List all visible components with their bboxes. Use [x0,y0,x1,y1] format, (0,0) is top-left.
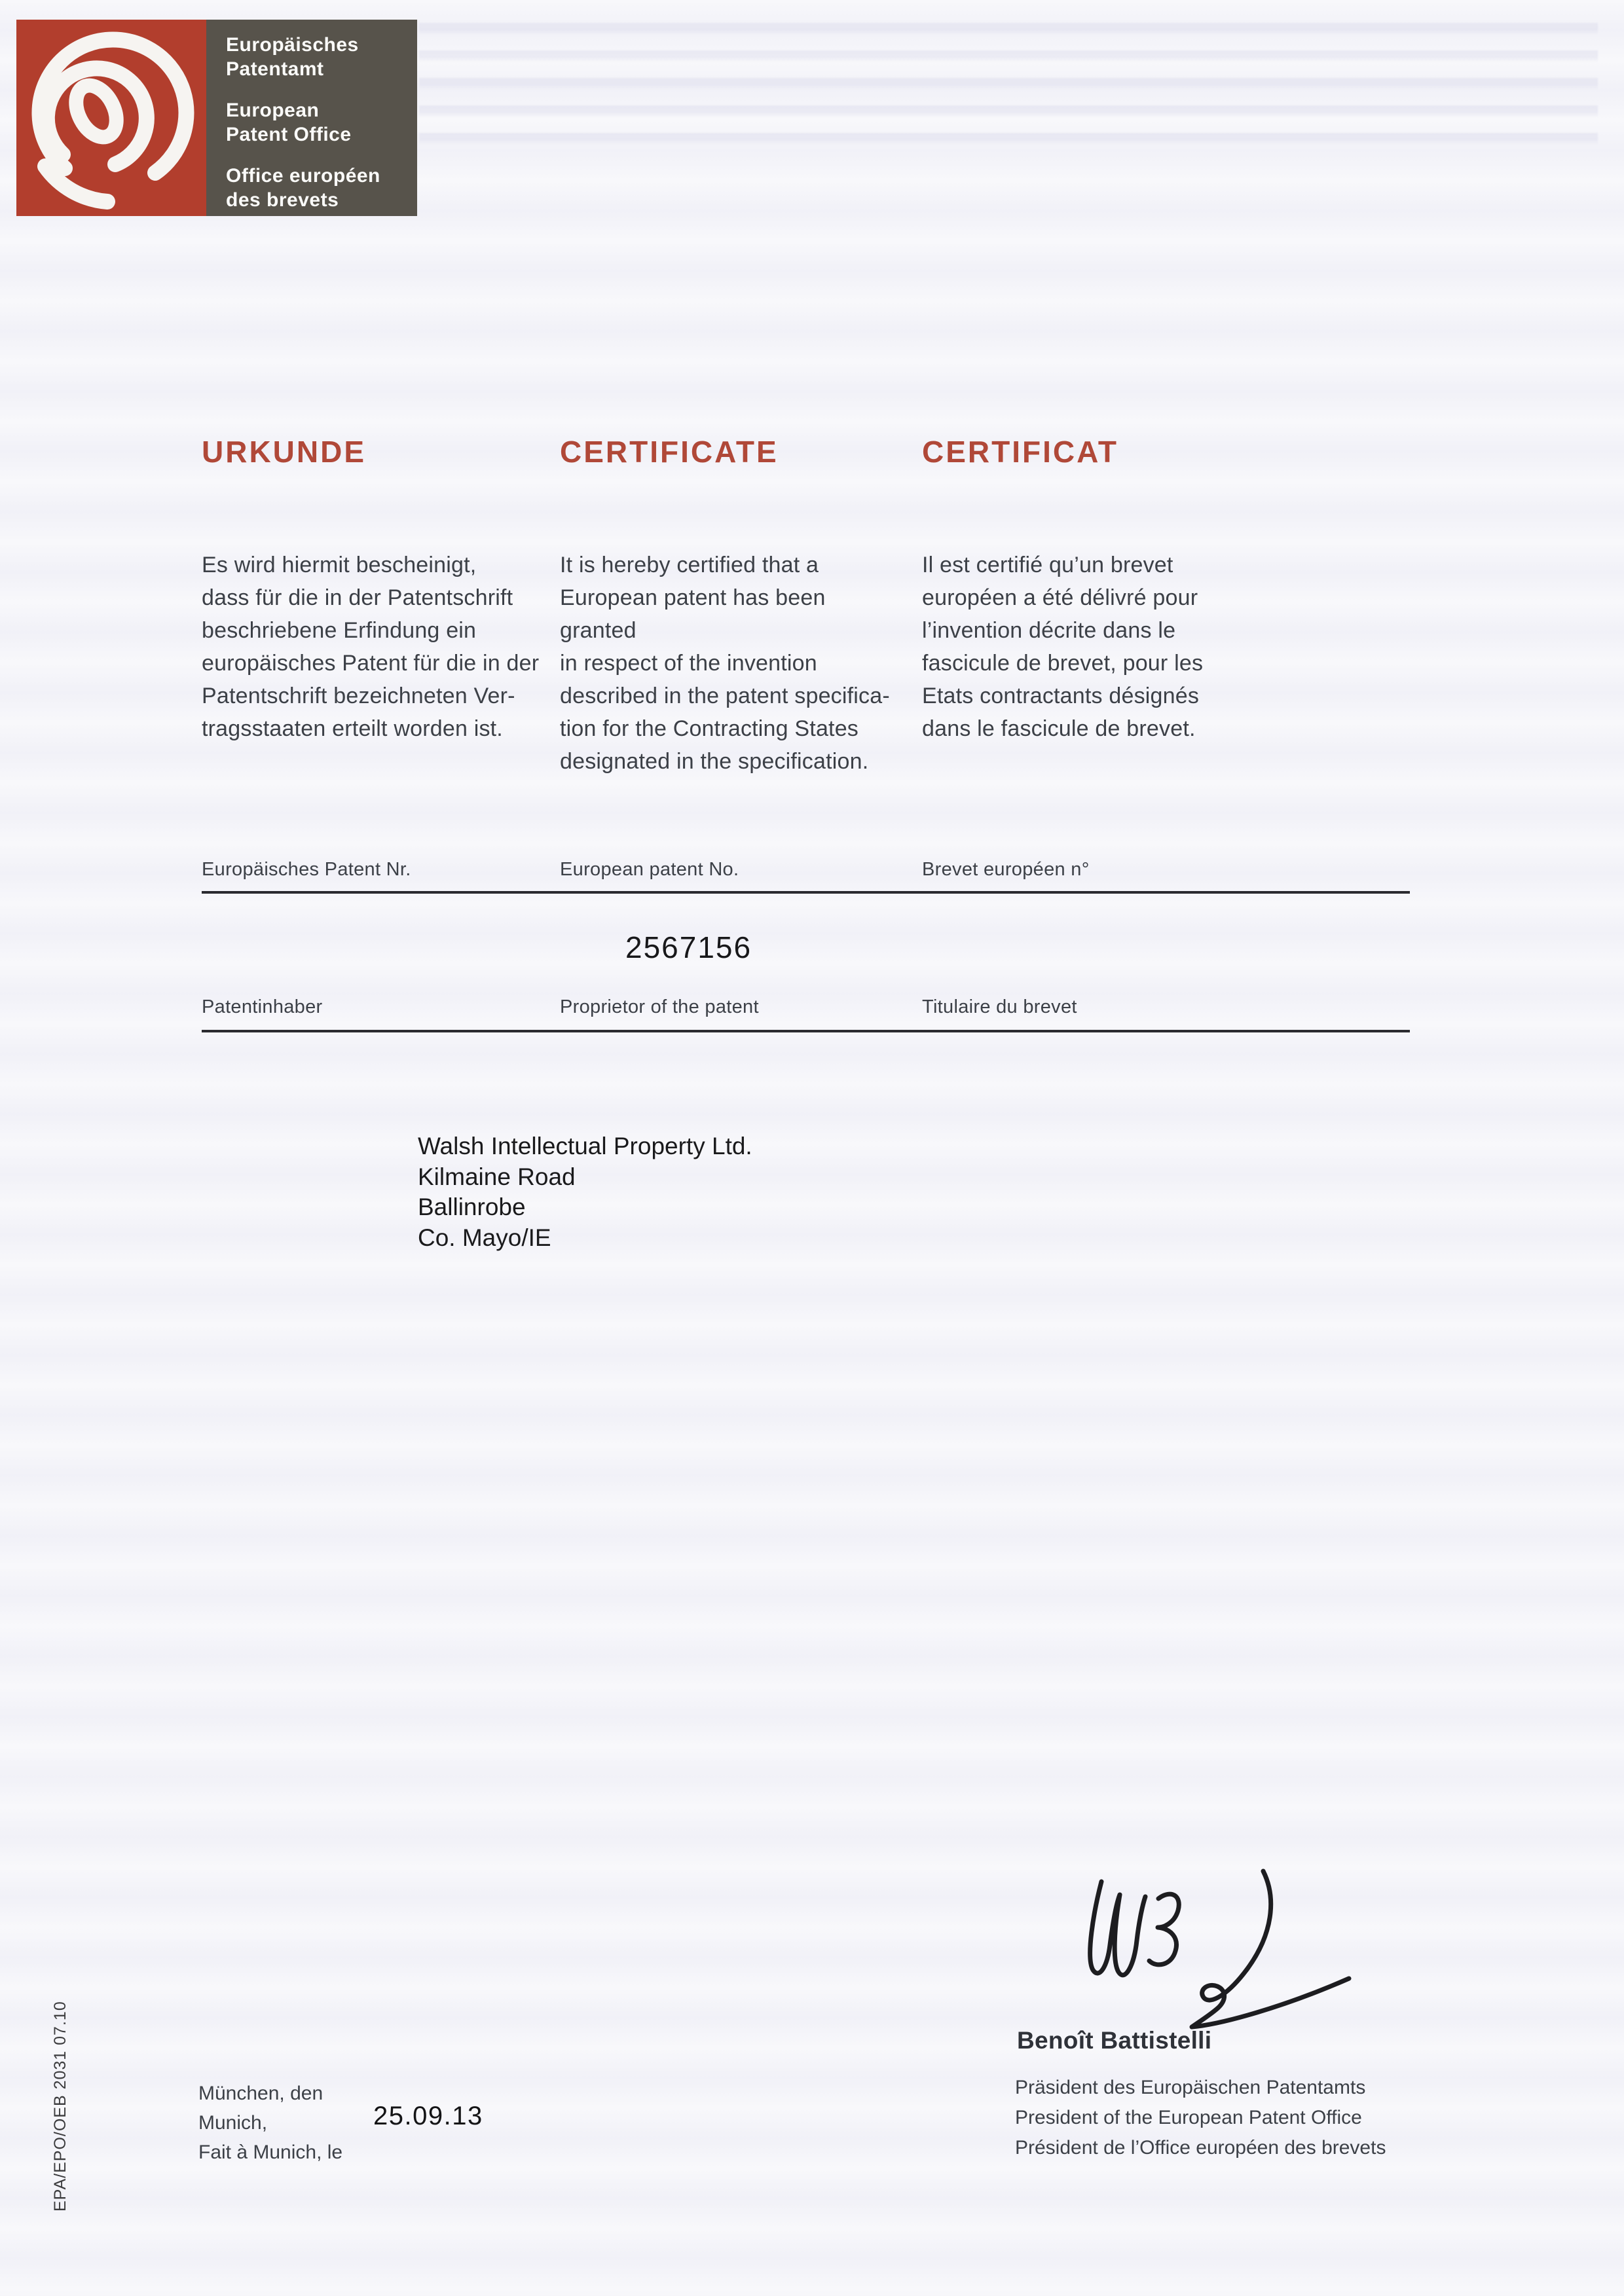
issue-date-value: 25.09.13 [373,2102,483,2130]
issue-place-lines: München, den Munich, Fait à Munich, le [198,2083,343,2163]
patent-no-label-fr: Brevet européen n° [922,859,1090,880]
epo-spiral-logo-box [16,20,206,216]
field-rule-patent-no [202,891,1410,894]
certification-text-en: It is hereby certified that a European patent has been granted in respect of the invention described in the patent specifica- tion for the Contracting States designated in the specification. [560,553,890,774]
proprietor-address-value: Walsh Intellectual Property Ltd. Kilmaine Road Ballinrobe Co. Mayo/IE [418,1133,752,1251]
org-name-en: European Patent Office [226,100,352,145]
epo-spiral-icon [26,26,197,210]
patent-no-label-de: Europäisches Patent Nr. [202,859,411,880]
certification-text-fr: Il est certifié qu’un brevet européen a été délivré pour l’invention décrite dans le fascicule de brevet, pour les Etats contractants désignés dans le fascicule de brevet. [922,553,1204,741]
org-name-fr: Office européen des brevets [226,165,380,211]
patent-number-value: 2567156 [625,930,752,964]
president-titles: Präsident des Europäischen Patentamts President of the European Patent Office Président de l’Office européen des brevets [1015,2077,1386,2159]
field-rule-proprietor [202,1030,1410,1032]
form-code: EPA/EPO/OEB 2031 07.10 [51,2001,69,2212]
org-name-de: Europäisches Patentamt [226,34,359,80]
proprietor-label-de: Patentinhaber [202,996,323,1017]
title-urkunde: URKUNDE [202,435,366,469]
proprietor-label-en: Proprietor of the patent [560,996,759,1017]
patent-no-label-en: European patent No. [560,859,739,880]
title-certificat: CERTIFICAT [922,435,1119,469]
certification-text-de: Es wird hiermit bescheinigt, dass für die in der Patentschrift beschriebene Erfindung ein europäisches Patent für die in der Patentschrift bezeichneten Ver- tragsstaaten erteilt worden ist. [202,553,540,741]
epo-org-names [206,20,417,216]
president-name: Benoît Battistelli [1017,2027,1212,2054]
president-signature [1067,1867,1356,2039]
proprietor-label-fr: Titulaire du brevet [922,996,1077,1017]
title-certificate: CERTIFICATE [560,435,779,469]
epo-logo-block [16,20,417,216]
